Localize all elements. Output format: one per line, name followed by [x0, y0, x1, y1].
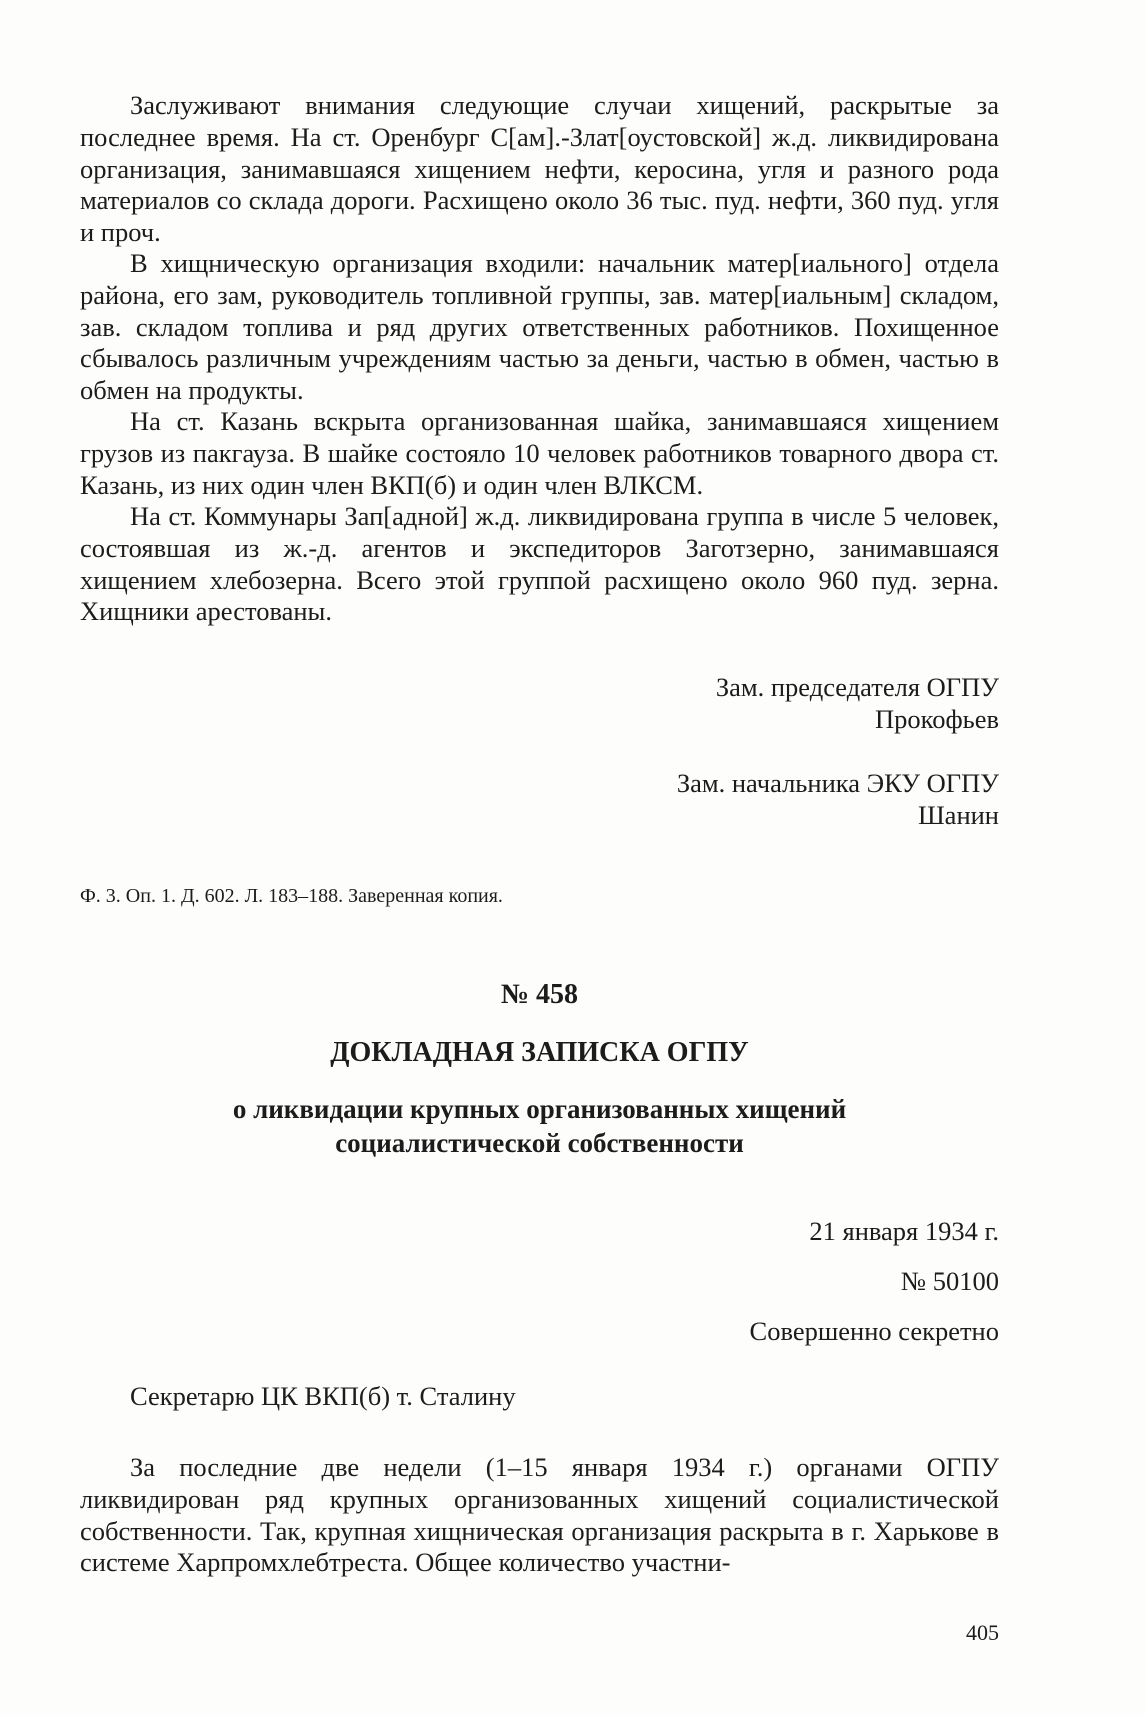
archive-source-note: Ф. 3. Оп. 1. Д. 602. Л. 183–188. Заверенная копия.: [80, 885, 503, 907]
document-title: ДОКЛАДНАЯ ЗАПИСКА ОГПУ: [330, 1037, 749, 1068]
paragraph-theft-organization-members: В хищническую организация входили: начальник матер[иального] отдела района, его зам, руководитель топливной группы, зав. матер[иальным] складом, зав. складом топлива и ряд других ответственных работников. Похищенное сбывалось различным учреждениям частью за деньги, частью в обмен, частью в обмен на продукты.: [80, 248, 999, 406]
paragraph-theft-orenburg: Заслуживают внимания следующие случаи хищений, раскрытые за последнее время. На ст. Оренбург С[ам].-Злат[оустовской] ж.д. ликвидирована организация, занимавшаяся хищением нефти, керосина, угля и разного рода материалов со склада дороги. Расхищено около 36 тыс. пуд. нефти, 360 пуд. угля и проч.: [80, 90, 999, 248]
document-registration-number: № 50100: [900, 1266, 999, 1296]
signature-position-2: Зам. начальника ЭКУ ОГПУ: [676, 768, 999, 798]
signature-name-1: Прокофьев: [875, 704, 999, 734]
addressee: Секретарю ЦК ВКП(б) т. Сталину: [130, 1381, 516, 1411]
paragraph-theft-kommunary: На ст. Коммунары Зап[адной] ж.д. ликвидирована группа в числе 5 человек, состоявшая из ж.-д. агентов и экспедиторов Заготзерно, занимавшаяся хищением хлебозерна. Всего этой группой расхищено около 960 пуд. зерна. Хищники арестованы.: [80, 501, 999, 627]
document-subtitle-line-2: социалистической собственности: [335, 1128, 744, 1158]
signature-position-1: Зам. председателя ОГПУ: [715, 672, 999, 702]
document-body-paragraph: За последние две недели (1–15 января 1934 г.) органами ОГПУ ликвидирован ряд крупных организованных хищений социалистической собственности. Так, крупная хищническая организация раскрыта в г. Харькове в системе Харпромхлебтреста. Общее количество участни-: [80, 1452, 999, 1578]
secrecy-stamp: Совершенно секретно: [749, 1316, 999, 1346]
document-number: № 458: [500, 979, 579, 1010]
page-number: 405: [966, 1620, 999, 1645]
document-date: 21 января 1934 г.: [809, 1216, 999, 1246]
paragraph-theft-kazan: На ст. Казань вскрыта организованная шайка, занимавшаяся хищением грузов из пакгауза. В шайке состояло 10 человек работников товарного двора ст. Казань, из них один член ВКП(б) и один член ВЛКСМ.: [80, 406, 999, 500]
document-subtitle-line-1: о ликвидации крупных организованных хищений: [232, 1094, 847, 1124]
signature-name-2: Шанин: [917, 800, 999, 830]
